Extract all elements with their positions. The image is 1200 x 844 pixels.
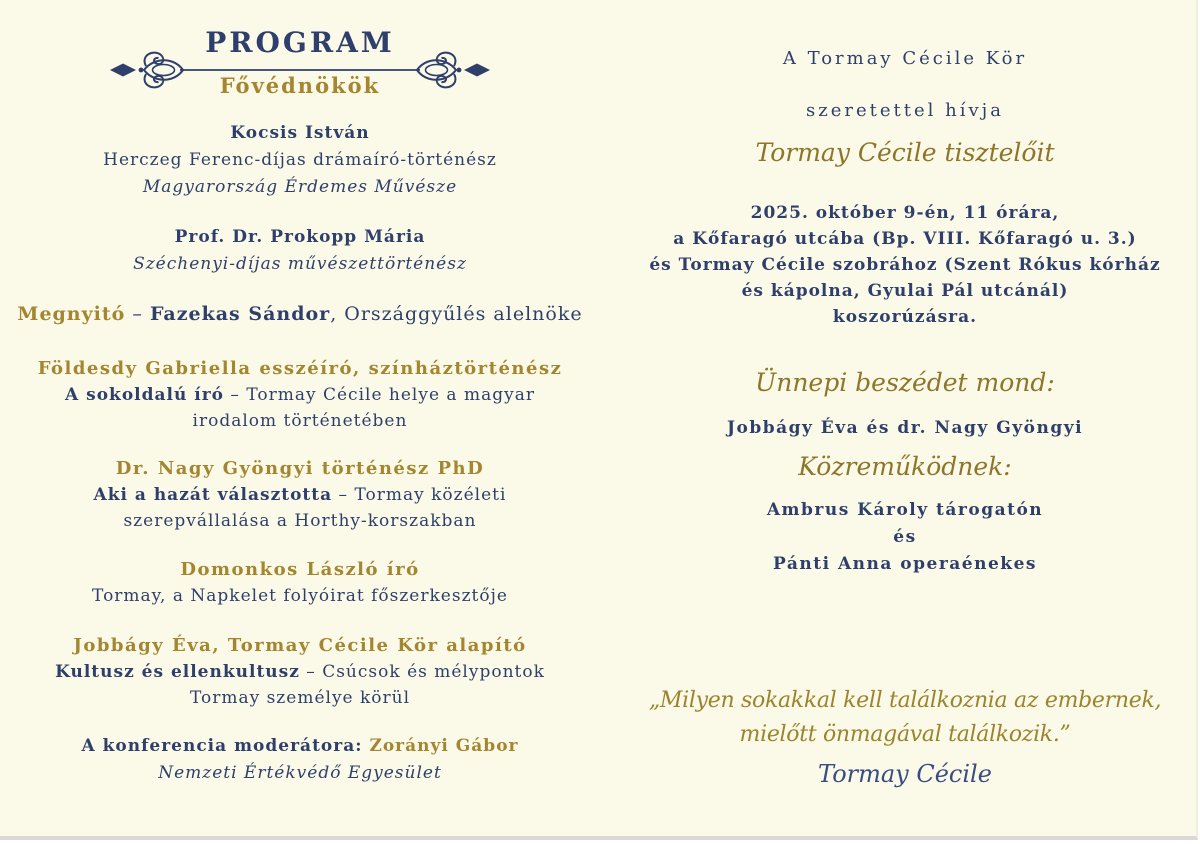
contributor: Ambrus Károly tárogatón [766, 500, 1044, 520]
session-title-rest: – Csúcsok és mélypontok [299, 662, 545, 682]
opening-line [0, 303, 600, 325]
session-title-rest: Tormay, a Napkelet folyóirat főszerkesztője [92, 586, 508, 606]
session-title-line2: Tormay személye körül [189, 688, 411, 708]
session-speaker: Dr. Nagy Gyöngyi történész PhD [115, 458, 485, 479]
session-title [0, 382, 600, 434]
patron-name: Kocsis István [230, 123, 370, 143]
patron-credential: Herczeg Ferenc-díjas drámaíró-történész [103, 150, 497, 170]
invitation-column [625, 0, 1185, 836]
session-title-bold: A sokoldalú író [65, 385, 225, 405]
contributor-conjunction: és [893, 527, 917, 547]
opening-speaker: Fazekas Sándor [149, 303, 331, 325]
session-title-line2: szerepvállalása a Horthy-korszakban [123, 511, 477, 531]
moderator-name: Zorányi Gábor [369, 736, 519, 756]
session-title-bold: Kultusz és ellenkultusz [55, 662, 300, 682]
session-title-rest: – Tormay Cécile helye a magyar [224, 385, 535, 405]
event-purpose: koszorúzásra. [832, 307, 978, 327]
session-title [0, 583, 600, 609]
patrons-heading: Fővédnökök [219, 73, 381, 98]
host-invites: szeretettel hívja [806, 100, 1004, 121]
moderator-organization: Nemzeti Értékvédő Egyesület [158, 763, 442, 783]
contributors-heading: Közreműködnek: [798, 452, 1012, 481]
speech-names: Jobbágy Éva és dr. Nagy Gyöngyi [726, 418, 1084, 438]
opening-role: , Országgyűlés alelnöke [330, 303, 583, 325]
invitee-script: Tormay Cécile tisztelőit [755, 138, 1055, 167]
session-title [0, 482, 600, 534]
opening-label: Megnyitó [17, 303, 126, 325]
speech-heading: Ünnepi beszédet mond: [755, 368, 1055, 397]
session-title-rest: – Tormay közéleti [332, 485, 507, 505]
patron-honor: Magyarország Érdemes Művésze [142, 177, 458, 197]
session-title-line2: irodalom történetében [192, 411, 408, 431]
event-location: és kápolna, Gyulai Pál utcánál) [741, 281, 1069, 301]
session-title-bold: Aki a hazát választotta [93, 485, 333, 505]
contributor: Pánti Anna operaénekes [773, 554, 1037, 574]
session-speaker: Domonkos László író [180, 559, 420, 580]
host-name: A Tormay Cécile Kör [782, 48, 1028, 69]
program-title: PROGRAM [205, 26, 395, 59]
moderator-line [0, 733, 600, 760]
opening-dash: – [125, 303, 150, 325]
event-location: és Tormay Cécile szobrához (Szent Rókus kórház [649, 255, 1161, 275]
patron-credential: Széchenyi-díjas művészettörténész [133, 254, 467, 274]
patron-name: Prof. Dr. Prokopp Mária [174, 227, 426, 247]
quote-line: „Milyen sokakkal kell találkoznia az embernek, [648, 688, 1162, 713]
session-speaker: Földesdy Gabriella esszéíró, színháztörténész [37, 358, 563, 379]
program-column [0, 0, 600, 836]
session-speaker: Jobbágy Éva, Tormay Cécile Kör alapító [73, 635, 527, 656]
event-location: a Kőfaragó utcába (Bp. VIII. Kőfaragó u. 3.) [673, 229, 1137, 249]
event-date: 2025. október 9-én, 11 órára, [750, 203, 1060, 223]
session-title [0, 659, 600, 711]
quote-line: mielőtt önmagával találkozik.” [739, 722, 1071, 747]
moderator-label: A konferencia moderátora: [81, 736, 370, 756]
quote-author: Tormay Cécile [818, 760, 992, 788]
